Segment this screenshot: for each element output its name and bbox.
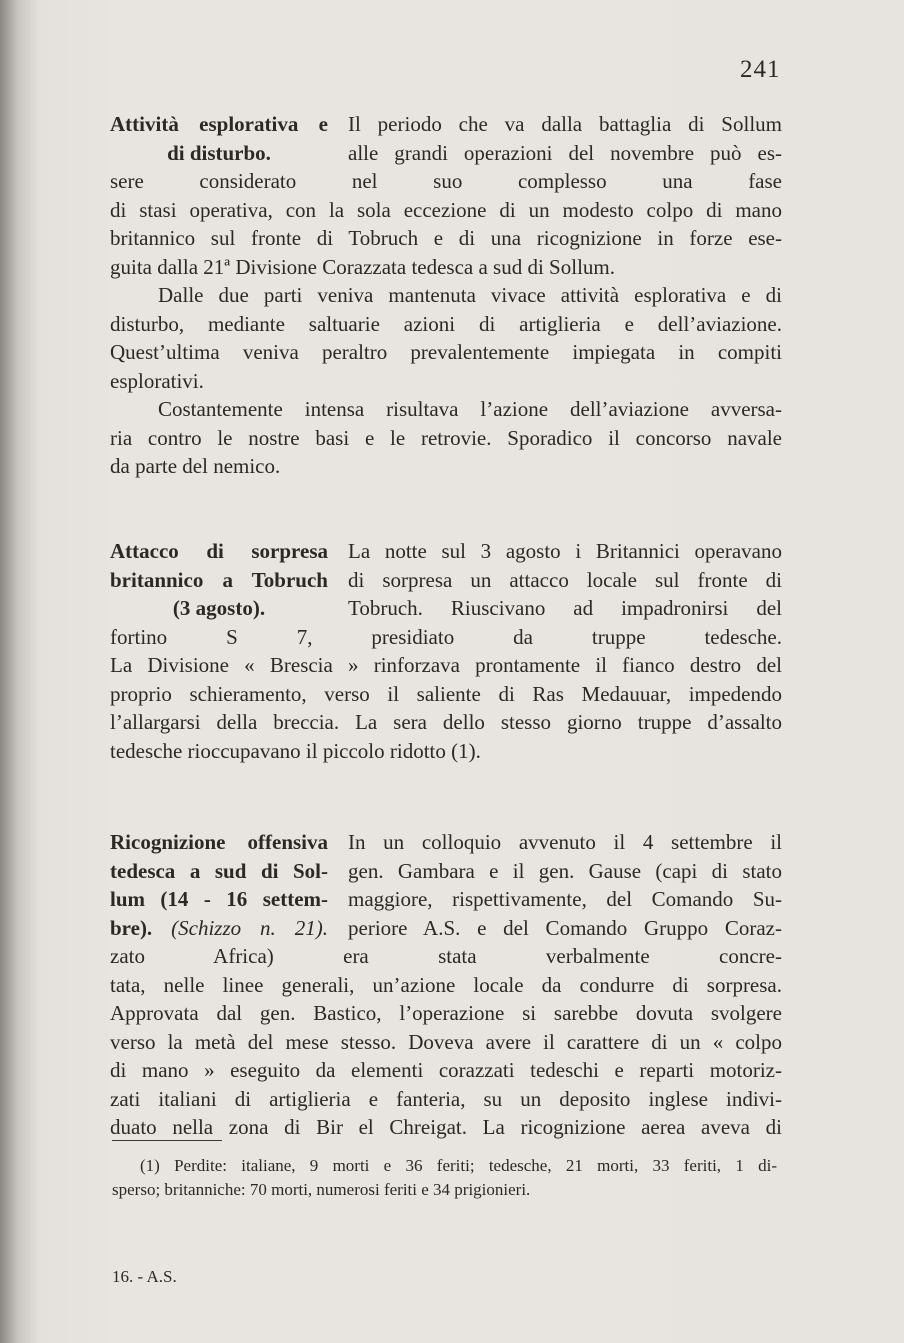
text-line: periore A.S. e del Comando Gruppo Coraz-: [348, 915, 782, 940]
text-line: l’allargarsi della breccia. La sera dello stesso giorno truppe d’assalto: [110, 710, 782, 734]
text-line: alle grandi operazioni del novembre può es-: [348, 140, 782, 165]
side-heading-line: (3 agosto).: [172, 596, 266, 620]
text-line: verso la metà del mese stesso. Doveva avere il carattere di un « colpo: [110, 1029, 782, 1054]
text-line: zati italiani di artiglieria e fanteria, su un deposito inglese indivi-: [110, 1086, 782, 1111]
section-attacco: [110, 537, 782, 765]
side-heading-word: bre).: [110, 915, 153, 940]
side-heading-line: [110, 914, 328, 943]
side-heading-line: Ricognizione offensiva: [110, 830, 328, 854]
text-line: ria contro le nostre basi e le retrovie. Sporadico il concorso navale: [110, 425, 782, 450]
side-heading-line: lum (14 - 16 settem-: [110, 887, 328, 911]
text-line: tata, nelle linee generali, un’azione locale da condurre di sorpresa.: [110, 972, 782, 997]
text-line: esplorativi.: [110, 368, 204, 393]
text-line: di mano » eseguito da elementi corazzati tedeschi e reparti motoriz-: [110, 1058, 782, 1082]
text-line: proprio schieramento, verso il saliente di Ras Medauuar, impedendo: [110, 681, 782, 706]
text-line: duato nella zona di Bir el Chreigat. La ricognizione aerea aveva di: [110, 1115, 782, 1139]
footnote-rule: [112, 1140, 222, 1141]
text-line: Costantemente intensa risultava l’azione dell’aviazione avversa-: [158, 397, 782, 421]
text-line: La Divisione « Brescia » rinforzava prontamente il fianco destro del: [110, 653, 782, 677]
side-heading: [110, 110, 328, 167]
text-line: gen. Gambara e il gen. Gause (capi di stato: [348, 858, 782, 883]
sketch-reference: (Schizzo n. 21).: [171, 915, 328, 940]
section-stasi: [110, 110, 782, 481]
text-line: zato Africa) era stata verbalmente concre-: [110, 944, 782, 968]
side-heading-line: Attività esplorativa e: [110, 112, 328, 136]
footnote-line: (1) Perdite: italiane, 9 morti e 36 feriti; tedesche, 21 morti, 33 feriti, 1 di-: [140, 1156, 777, 1175]
text-line: di stasi operativa, con la sola eccezione di un modesto colpo di mano: [110, 197, 782, 222]
text-line: fortino S 7, presidiato da truppe tedesche.: [110, 624, 782, 649]
text-line: Dalle due parti veniva mantenuta vivace attività esplorativa e di: [158, 283, 782, 307]
side-heading-line: britannico a Tobruch: [110, 567, 328, 592]
footnote-line: sperso; britanniche: 70 morti, numerosi feriti e 34 prigionieri.: [112, 1180, 531, 1199]
section-ricognizione: [110, 828, 782, 1142]
side-heading: [110, 828, 328, 942]
text-line: In un colloquio avvenuto il 4 settembre il: [348, 830, 782, 854]
text-line: sere considerato nel suo complesso una fase: [110, 169, 782, 193]
text-line: Il periodo che va dalla battaglia di Sollum: [348, 112, 782, 136]
page-number: 241: [740, 56, 781, 83]
text-line: La notte sul 3 agosto i Britannici operavano: [348, 539, 782, 563]
text-line: da parte del nemico.: [110, 454, 281, 478]
signature-mark: 16. - A.S.: [112, 1267, 177, 1286]
text-line: maggiore, rispettivamente, del Comando Su-: [348, 887, 782, 911]
footnote: [112, 1154, 777, 1202]
text-line: Quest’ultima veniva peraltro prevalentemente impiegata in compiti: [110, 340, 782, 364]
side-heading: [110, 537, 328, 623]
text-line: britannico sul fronte di Tobruch e di una ricognizione in forze ese-: [110, 226, 782, 250]
text-line: di sorpresa un attacco locale sul fronte di: [348, 567, 782, 592]
text-line: tedesche rioccupavano il piccolo ridotto (1).: [110, 738, 481, 763]
text-line: guita dalla 21ª Divisione Corazzata tedesca a sud di Sollum.: [110, 254, 615, 279]
text-line: Tobruch. Riuscivano ad impadronirsi del: [348, 596, 782, 620]
side-heading-line: di disturbo.: [167, 140, 271, 165]
text-line: Approvata dal gen. Bastico, l’operazione si sarebbe dovuta svolgere: [110, 1001, 782, 1025]
text-line: disturbo, mediante saltuarie azioni di artiglieria e dell’aviazione.: [110, 311, 782, 336]
side-heading-line: Attacco di sorpresa: [110, 539, 328, 563]
side-heading-line: tedesca a sud di Sol-: [110, 858, 328, 883]
